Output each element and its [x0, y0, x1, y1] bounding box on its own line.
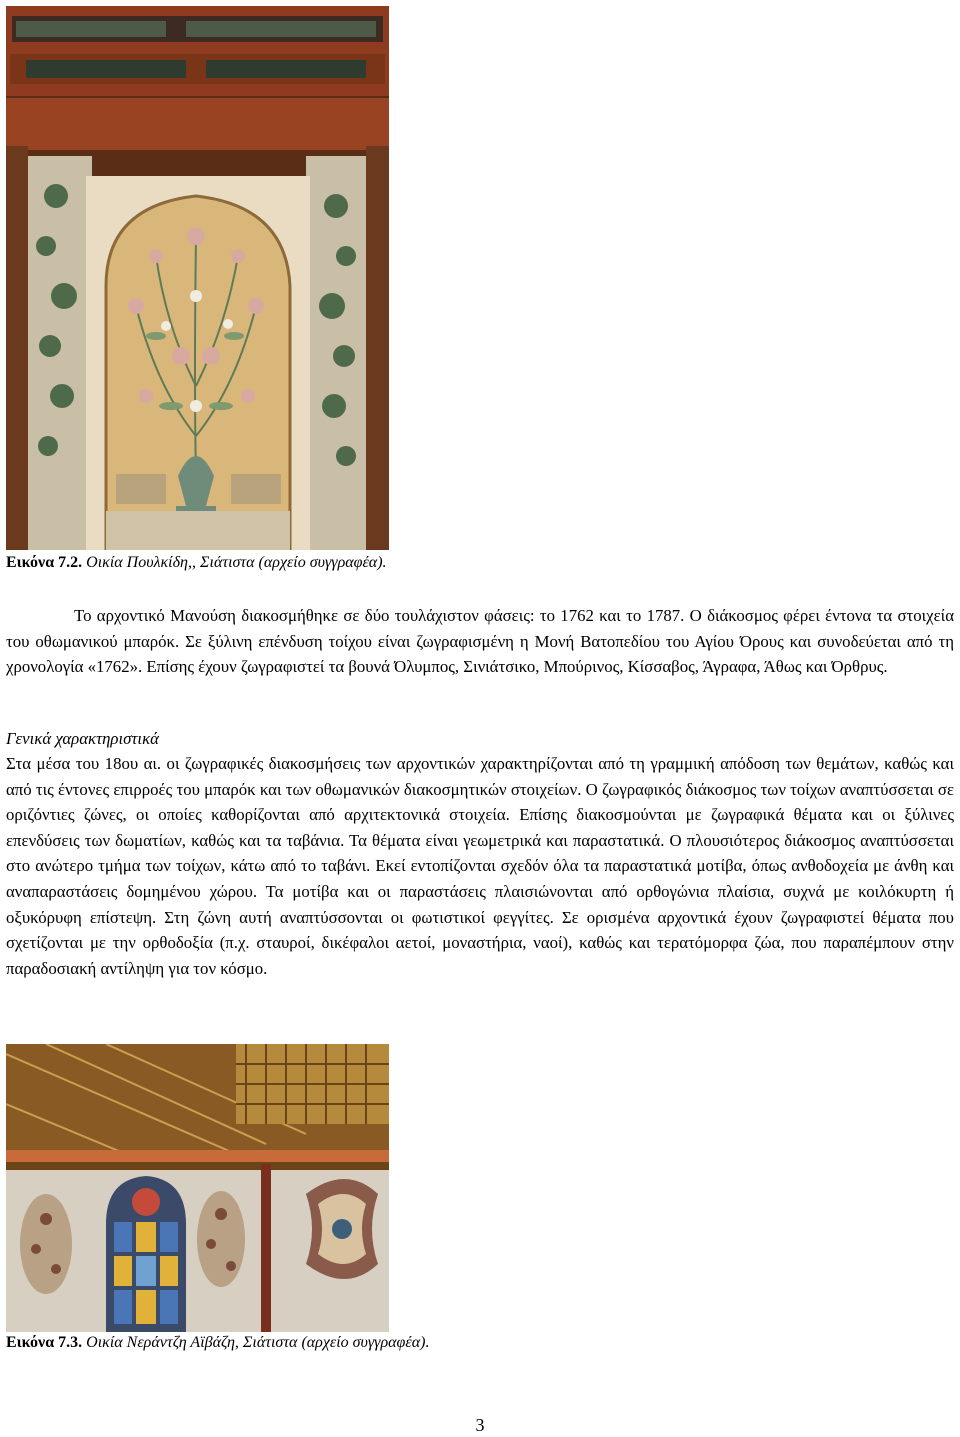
painted-niche-illustration [6, 6, 389, 550]
painted-wall-niche-photo [6, 6, 389, 550]
figure-label: Εικόνα 7.2. [6, 554, 83, 571]
page-number: 3 [475, 1415, 485, 1435]
section-subheading: Γενικά χαρακτηριστικά [6, 729, 159, 748]
figure-caption-7-2 [6, 554, 387, 572]
figure-label: Εικόνα 7.3. [6, 1334, 83, 1351]
figure-caption-7-3 [6, 1334, 429, 1352]
figure-caption-text: Οικία Πουλκίδη,, Σιάτιστα (αρχείο συγγραφέα). [82, 554, 387, 571]
painted-room-interior-photo [6, 1044, 389, 1332]
figure-caption-text: Οικία Νεράντζη Αϊβάζη, Σιάτιστα (αρχείο συγγραφέα). [82, 1334, 430, 1351]
body-paragraph: Στα μέσα του 18ου αι. οι ζωγραφικές διακοσμήσεις των αρχοντικών χαρακτηρίζονται από τη γραμμική απόδοση των θεμάτων, καθώς και από τις έντονες επιρροές του μπαρόκ και των οθωμανικών διακοσμητικών στοιχείων. Ο ζωγραφικός διάκοσμος των τοίχων αναπτύσσεται σε οριζόντιες ζώνες, οι οποίες καθορίζονται από αρχιτεκτονικά στοιχεία. Επίσης διακοσμούνται με ζωγραφικά θέματα και οι ξύλινες επενδύσεις των δωματίων, καθώς και τα ταβάνια. Τα θέματα είναι γεωμετρικά και παραστατικά. Ο πλουσιότερος διάκοσμος αναπτύσσεται στο ανώτερο τμήμα των τοίχων, κάτω από το ταβάνι. Εκεί εντοπίζονται σχεδόν όλα τα παραστατικά μοτίβα, όπως ανθοδοχεία με άνθη και αναπαραστάσεις δομημένου χώρου. Τα μοτίβα και οι παραστάσεις πλαισιώνονται από ορθογώνια πλαίσια, συχνά με κοιλόκυρτη ή οξυκόρυφη επίστεψη. Στη ζώνη αυτή αναπτύσσονται οι φωτιστικοί φεγγίτες. Σε ορισμένα αρχοντικά έχουν ζωγραφιστεί θέματα που σχετίζονται με την ορθοδοξία (π.χ. σταυροί, δικέφαλοι αετοί, μοναστήρια, ναοί), καθώς και τερατόμορφα ζώα, που παραπέμπουν στην παραδοσιακή αντίληψη για τον κόσμο. [6, 754, 954, 978]
painted-interior-illustration [6, 1044, 389, 1332]
body-paragraph: Το αρχοντικό Μανούση διακοσμήθηκε σε δύο τουλάχιστον φάσεις: το 1762 και το 1787. Ο διάκοσμος φέρει έντονα τα στοιχεία του οθωμανικού μπαρόκ. Σε ξύλινη επένδυση τοίχου είναι ζωγραφισμένη η Μονή Βατοπεδίου του Αγίου Όρους και συνοδεύεται από τη χρονολογία «1762». Επίσης έχουν ζωγραφιστεί τα βουνά Όλυμπος, Σινιάτσικο, Μπούρινος, Κίσσαβος, Άγραφα, Άθως και Όρθρυς. [6, 606, 954, 677]
